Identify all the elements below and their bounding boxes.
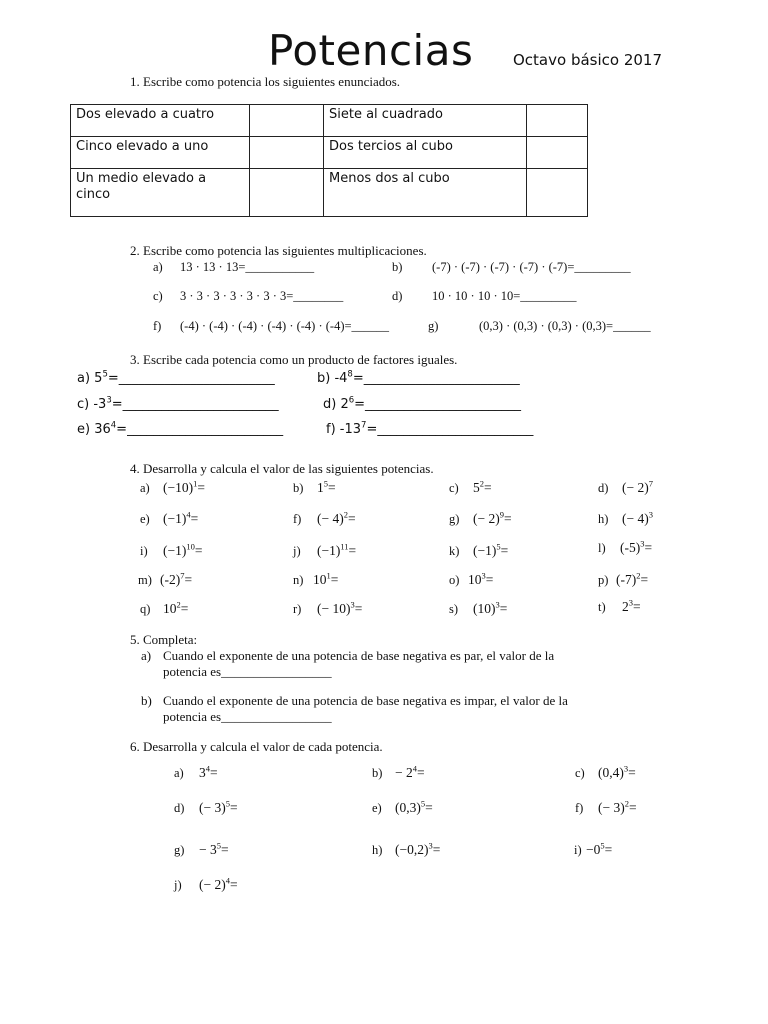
s5-b-line1: Cuando el exponente de una potencia de base negativa es impar, el valor de la <box>163 693 568 708</box>
section-3-instruction: 3. Escribe cada potencia como un producto de factores iguales. <box>130 352 458 367</box>
s4-power <box>622 480 653 496</box>
s5-a-line2: potencia es_________________ <box>163 664 332 679</box>
s4-label: a) <box>140 481 150 495</box>
s3-item <box>77 422 283 437</box>
s5-label: b) <box>141 693 152 708</box>
power-exponent: 2 <box>636 570 641 581</box>
s6-label: h) <box>372 843 383 857</box>
section-2-instruction: 2. Escribe como potencia las siguientes multiplicaciones. <box>130 243 427 258</box>
s3-item <box>317 371 520 386</box>
s4-label: r) <box>293 602 302 616</box>
power-base: (−1) <box>473 543 497 558</box>
s6-label: g) <box>174 843 185 857</box>
s4-power <box>317 511 356 527</box>
s4-power <box>473 543 508 559</box>
power-equals: = <box>633 599 641 614</box>
s3-exponent: 4 <box>110 420 117 431</box>
power-equals: = <box>229 877 238 892</box>
power-exponent: 3 <box>640 538 645 549</box>
s4-label: m) <box>138 573 152 587</box>
s4-power <box>473 511 512 527</box>
power-exponent: 3 <box>350 599 355 610</box>
power-base: (10) <box>473 601 496 616</box>
page-title: Potencias <box>268 26 474 75</box>
power-exponent: 3 <box>623 763 629 774</box>
s4-label: k) <box>449 544 460 558</box>
power-base: (− 2) <box>199 877 226 892</box>
table-cell <box>324 137 527 169</box>
power-base: (− 3) <box>598 800 625 815</box>
s3-base: e) 36 <box>77 422 111 437</box>
s3-base: d) 2 <box>323 397 349 412</box>
power-base: (−1) <box>163 543 187 558</box>
s3-exponent: 7 <box>361 420 367 431</box>
table-cell <box>324 105 527 137</box>
s5-label: a) <box>141 648 152 663</box>
s3-blank: =________________________ <box>352 371 520 386</box>
power-exponent: 3 <box>495 599 500 610</box>
power-exponent: 3 <box>628 597 633 608</box>
s6-power <box>395 765 425 781</box>
power-base: 1 <box>317 480 324 495</box>
s4-label: o) <box>449 573 460 587</box>
page-subtitle: Octavo básico 2017 <box>513 51 663 69</box>
power-equals: = <box>190 511 199 526</box>
s3-blank: =________________________ <box>354 397 522 412</box>
table-row <box>71 105 588 137</box>
power-base: (0,4) <box>598 765 624 780</box>
power-equals: = <box>644 540 653 555</box>
power-base: (-5) <box>620 540 641 555</box>
s4-label: t) <box>598 600 606 614</box>
power-equals: = <box>640 572 649 587</box>
power-equals: = <box>328 480 336 495</box>
power-exponent: 4 <box>412 763 417 774</box>
power-base: −0 <box>586 842 601 857</box>
table-cell-text: Siete al cuadrado <box>329 107 443 122</box>
power-base: (−0,2) <box>395 842 429 857</box>
s3-blank: =________________________ <box>107 371 275 386</box>
table-cell-text: Dos elevado a cuatro <box>76 107 215 122</box>
s4-label: s) <box>449 602 459 616</box>
power-exponent: 4 <box>186 509 191 520</box>
s4-power <box>313 572 338 588</box>
s5-b-line2: potencia es_________________ <box>163 709 332 724</box>
power-exponent: 5 <box>420 798 426 809</box>
power-equals: = <box>229 800 238 815</box>
s6-power <box>598 800 637 816</box>
power-equals: = <box>425 800 433 815</box>
s6-power <box>395 800 433 816</box>
s3-base: b) -4 <box>317 371 348 386</box>
power-equals: = <box>184 572 193 587</box>
power-base: (−1) <box>163 511 187 526</box>
power-equals: = <box>354 601 363 616</box>
table-row <box>71 137 588 169</box>
s4-label: b) <box>293 481 304 495</box>
s6-power <box>395 842 440 858</box>
s4-power <box>473 480 492 496</box>
answer-cell[interactable] <box>527 105 588 137</box>
answer-cell[interactable] <box>527 169 588 217</box>
s6-label: a) <box>174 766 184 780</box>
table-cell-text: Un medio elevado a cinco <box>76 171 207 202</box>
power-exponent: 5 <box>323 478 328 489</box>
s3-item <box>323 397 521 412</box>
power-exponent: 2 <box>343 509 348 520</box>
power-equals: = <box>484 480 492 495</box>
s4-power <box>163 480 205 496</box>
power-base: (− 2) <box>473 511 500 526</box>
power-base: (− 10) <box>317 601 351 616</box>
power-equals: = <box>485 572 494 587</box>
table-cell <box>71 105 250 137</box>
s4-label: j) <box>293 544 301 558</box>
power-equals: = <box>628 800 637 815</box>
power-equals: = <box>432 842 441 857</box>
power-exponent: 11 <box>340 541 349 552</box>
power-exponent: 5 <box>600 840 605 851</box>
power-equals: = <box>500 543 509 558</box>
s6-label: d) <box>174 801 185 815</box>
section-6-instruction: 6. Desarrolla y calcula el valor de cada potencia. <box>130 739 383 754</box>
s2-expression: 3 · 3 · 3 · 3 · 3 · 3 · 3=________ <box>180 289 344 303</box>
power-base: − 2 <box>395 765 413 780</box>
s3-exponent: 6 <box>348 395 355 406</box>
s4-label: l) <box>598 541 606 555</box>
power-exponent: 5 <box>496 541 501 552</box>
power-equals: = <box>197 480 205 495</box>
table-cell-text: Menos dos al cubo <box>329 171 450 186</box>
power-equals: = <box>180 601 189 616</box>
power-base: 10 <box>468 572 482 587</box>
s6-power <box>199 765 218 781</box>
s2-expression: (-7) · (-7) · (-7) · (-7) · (-7)=_________ <box>432 260 631 274</box>
power-equals: = <box>347 511 356 526</box>
s5-a-line1: Cuando el exponente de una potencia de base negativa es par, el valor de la <box>163 648 555 663</box>
s3-exponent: 8 <box>347 369 353 380</box>
s4-power <box>163 511 198 527</box>
power-base: (− 2) <box>622 480 649 495</box>
power-base: − 3 <box>199 842 217 857</box>
power-equals: = <box>330 572 339 587</box>
s6-power <box>199 842 229 858</box>
s2-expression: (0,3) · (0,3) · (0,3) · (0,3)=______ <box>479 319 651 333</box>
power-exponent: 2 <box>624 798 629 809</box>
s2-expression: 13 · 13 · 13=___________ <box>180 260 315 274</box>
s3-base: c) -3 <box>77 397 107 412</box>
s3-blank: =________________________ <box>366 422 534 437</box>
s3-item <box>77 397 279 412</box>
s6-power <box>199 800 238 816</box>
power-equals: = <box>604 842 613 857</box>
power-exponent: 3 <box>481 570 486 581</box>
s4-label: e) <box>140 512 150 526</box>
s2-label: c) <box>153 289 163 303</box>
power-exponent: 4 <box>205 763 210 774</box>
power-exponent: 4 <box>225 875 230 886</box>
s4-power <box>317 543 356 559</box>
section-1-table <box>70 104 588 217</box>
s4-label: f) <box>293 512 302 526</box>
power-base: (0,3) <box>395 800 421 815</box>
power-exponent: 1 <box>326 570 331 581</box>
power-base: (−1) <box>317 543 341 558</box>
s4-power <box>317 601 362 617</box>
s4-label: g) <box>449 512 460 526</box>
power-base: (− 4) <box>622 511 649 526</box>
power-equals: = <box>194 543 203 558</box>
power-exponent: 7 <box>180 570 185 581</box>
s3-exponent: 3 <box>106 395 112 406</box>
power-base: (-7) <box>616 572 637 587</box>
s2-expression: 10 · 10 · 10 · 10=_________ <box>432 289 577 303</box>
s3-base: a) 5 <box>77 371 103 386</box>
s4-power <box>622 599 641 615</box>
answer-cell[interactable] <box>250 169 324 217</box>
section-5-instruction: 5. Completa: <box>130 632 198 647</box>
s4-power <box>468 572 493 588</box>
s4-label: i) <box>140 544 148 558</box>
s4-power <box>620 540 652 556</box>
answer-cell[interactable] <box>250 105 324 137</box>
power-base: 10 <box>313 572 327 587</box>
power-equals: = <box>499 601 508 616</box>
power-base: (− 4) <box>317 511 344 526</box>
s4-label: p) <box>598 573 609 587</box>
s3-exponent: 5 <box>102 369 108 380</box>
power-exponent: 9 <box>499 509 504 520</box>
s3-item <box>77 371 275 386</box>
s6-label: e) <box>372 801 382 815</box>
power-equals: = <box>210 765 218 780</box>
s3-base: f) -13 <box>326 422 362 437</box>
section-1-instruction: 1. Escribe como potencia los siguientes enunciados. <box>130 74 401 89</box>
s4-label: d) <box>598 481 609 495</box>
power-base: 10 <box>163 601 177 616</box>
table-cell-text: Cinco elevado a uno <box>76 139 209 154</box>
s2-label: d) <box>392 289 403 303</box>
s2-label: b) <box>392 260 403 274</box>
s4-power <box>473 601 507 617</box>
s4-power <box>622 511 653 527</box>
power-exponent: 3 <box>428 840 433 851</box>
power-exponent: 1 <box>193 478 198 489</box>
table-cell <box>71 169 250 217</box>
section-4-instruction: 4. Desarrolla y calcula el valor de las siguientes potencias. <box>130 461 434 476</box>
table-cell <box>71 137 250 169</box>
power-base: 2 <box>622 599 629 614</box>
power-exponent: 10 <box>186 541 195 552</box>
s4-label: h) <box>598 512 609 526</box>
s3-item <box>326 422 533 437</box>
s4-label: n) <box>293 573 304 587</box>
s6-label: f) <box>575 801 584 815</box>
s4-power <box>160 572 192 588</box>
s2-label: g) <box>428 319 439 333</box>
power-equals: = <box>348 543 357 558</box>
power-equals: = <box>221 842 229 857</box>
s6-power <box>598 765 636 781</box>
power-base: (-2) <box>160 572 181 587</box>
power-base: 3 <box>199 765 206 780</box>
power-exponent: 3 <box>648 509 653 520</box>
power-equals: = <box>628 765 636 780</box>
power-exponent: 7 <box>648 478 653 489</box>
s4-label: q) <box>140 602 151 616</box>
table-cell-text: Dos tercios al cubo <box>329 139 453 154</box>
s3-blank: =________________________ <box>111 397 279 412</box>
s2-expression: (-4) · (-4) · (-4) · (-4) · (-4) · (-4)=______ <box>180 319 390 333</box>
s4-power <box>163 601 188 617</box>
s6-label: b) <box>372 766 383 780</box>
power-base: (− 3) <box>199 800 226 815</box>
s3-blank: =________________________ <box>116 422 284 437</box>
power-exponent: 2 <box>176 599 181 610</box>
s4-power <box>616 572 648 588</box>
power-exponent: 5 <box>216 840 221 851</box>
s6-power <box>199 877 238 893</box>
s6-label: c) <box>575 766 585 780</box>
table-row <box>71 169 588 217</box>
answer-cell[interactable] <box>527 137 588 169</box>
table-cell <box>324 169 527 217</box>
s6-power <box>586 842 612 858</box>
answer-cell[interactable] <box>250 137 324 169</box>
s6-label: j) <box>174 878 182 892</box>
power-exponent: 5 <box>225 798 230 809</box>
power-equals: = <box>417 765 425 780</box>
s6-label: i) <box>574 843 582 857</box>
power-exponent: 2 <box>479 478 484 489</box>
power-equals: = <box>503 511 512 526</box>
s2-label: a) <box>153 260 163 274</box>
s4-power <box>317 480 336 496</box>
s4-label: c) <box>449 481 459 495</box>
power-base: (−10) <box>163 480 194 495</box>
s2-label: f) <box>153 319 162 333</box>
s4-power <box>163 543 202 559</box>
power-base: 5 <box>473 480 480 495</box>
